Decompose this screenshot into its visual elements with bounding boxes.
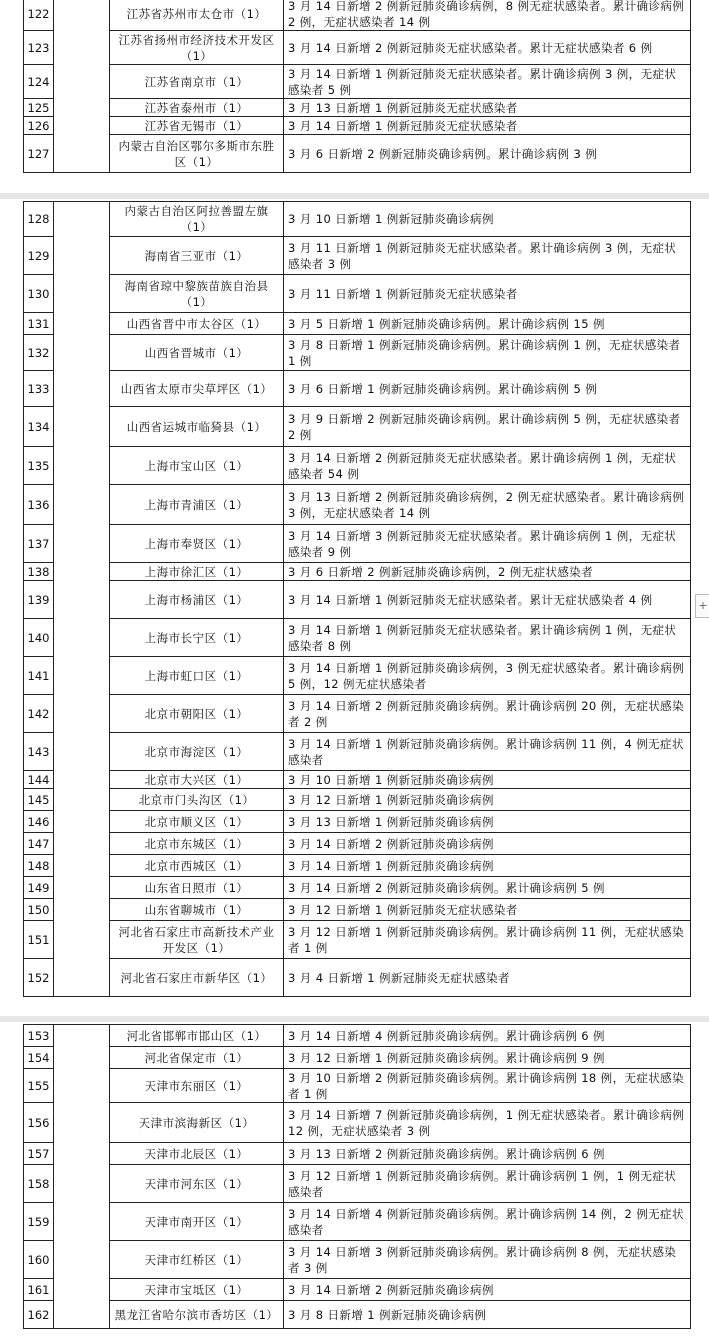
location-cell: 内蒙古自治区阿拉善盟左旗（1）: [110, 202, 284, 237]
location-cell: 山西省晋中市太谷区（1）: [110, 313, 284, 335]
location-cell: 上海市杨浦区（1）: [110, 581, 284, 619]
table-row: [24, 0, 691, 31]
table-row: [24, 771, 691, 789]
row-number: 146: [24, 811, 54, 833]
location-cell: 天津市河东区（1）: [110, 1165, 284, 1203]
table-row: [24, 899, 691, 921]
row-number: 143: [24, 733, 54, 771]
table-row: [24, 31, 691, 65]
location-cell: 北京市朝阳区（1）: [110, 695, 284, 733]
row-number: 128: [24, 202, 54, 237]
location-cell: 江苏省无锡市（1）: [110, 117, 284, 135]
table-row: [24, 1025, 691, 1047]
row-number: 159: [24, 1203, 54, 1241]
row-number: 149: [24, 877, 54, 899]
case-description-cell: 3 月 12 日新增 1 例新冠肺炎确诊病例。累计确诊病例 9 例: [284, 1047, 691, 1069]
location-cell: 北京市西城区（1）: [110, 855, 284, 877]
table-row: [24, 1047, 691, 1069]
table-row: [24, 1301, 691, 1329]
row-number: 153: [24, 1025, 54, 1047]
table-row: [24, 1241, 691, 1279]
location-cell: 江苏省南京市（1）: [110, 65, 284, 99]
table-row: [24, 1203, 691, 1241]
case-description-cell: 3 月 14 日新增 3 例新冠肺炎无症状感染者。累计确诊病例 1 例，无症状感染者 9 例: [284, 525, 691, 563]
page-break: [0, 1016, 709, 1022]
location-cell: 河北省邯郸市邯山区（1）: [110, 1025, 284, 1047]
table-row: [24, 371, 691, 407]
row-number: 147: [24, 833, 54, 855]
case-table-part-3: [23, 1024, 691, 1329]
row-number: 150: [24, 899, 54, 921]
location-cell: 山西省运城市临猗县（1）: [110, 407, 284, 447]
case-description-cell: 3 月 12 日新增 1 例新冠肺炎无症状感染者: [284, 899, 691, 921]
case-description-cell: 3 月 11 日新增 1 例新冠肺炎无症状感染者: [284, 275, 691, 313]
location-cell: 黑龙江省哈尔滨市香坊区（1）: [110, 1301, 284, 1329]
table-row: [24, 733, 691, 771]
row-number: 157: [24, 1143, 54, 1165]
location-cell: 北京市顺义区（1）: [110, 811, 284, 833]
case-description-cell: 3 月 14 日新增 1 例新冠肺炎无症状感染者。累计确诊病例 3 例，无症状感染者 5 例: [284, 65, 691, 99]
location-cell: 天津市宝坻区（1）: [110, 1279, 284, 1301]
location-cell: 上海市虹口区（1）: [110, 657, 284, 695]
case-description-cell: 3 月 14 日新增 2 例新冠肺炎确诊病例。累计确诊病例 20 例，无症状感染者 2 例: [284, 695, 691, 733]
case-description-cell: 3 月 14 日新增 2 例新冠肺炎确诊病例，8 例无症状感染者。累计确诊病例 2 例，无症状感染者 14 例: [284, 0, 691, 31]
table-segment-3: [0, 1024, 709, 1329]
row-number: 124: [24, 65, 54, 99]
merged-category-cell: [54, 0, 110, 173]
table-row: [24, 202, 691, 237]
location-cell: 北京市门头沟区（1）: [110, 789, 284, 811]
table-row: [24, 1103, 691, 1143]
table-row: [24, 581, 691, 619]
location-cell: 上海市宝山区（1）: [110, 447, 284, 485]
row-number: 142: [24, 695, 54, 733]
table-row: [24, 921, 691, 959]
case-description-cell: 3 月 14 日新增 4 例新冠肺炎确诊病例。累计确诊病例 6 例: [284, 1025, 691, 1047]
table-row: [24, 619, 691, 657]
table-row: [24, 657, 691, 695]
location-cell: 河北省保定市（1）: [110, 1047, 284, 1069]
row-number: 129: [24, 237, 54, 275]
location-cell: 江苏省扬州市经济技术开发区（1）: [110, 31, 284, 65]
row-number: 161: [24, 1279, 54, 1301]
table-row: [24, 833, 691, 855]
location-cell: 天津市东丽区（1）: [110, 1069, 284, 1103]
case-description-cell: 3 月 10 日新增 1 例新冠肺炎确诊病例: [284, 202, 691, 237]
table-row: [24, 695, 691, 733]
row-number: 144: [24, 771, 54, 789]
location-cell: 天津市红桥区（1）: [110, 1241, 284, 1279]
case-description-cell: 3 月 8 日新增 1 例新冠肺炎确诊病例: [284, 1301, 691, 1329]
row-number: 122: [24, 0, 54, 31]
case-description-cell: 3 月 14 日新增 2 例新冠肺炎确诊病例: [284, 833, 691, 855]
table-row: [24, 959, 691, 997]
location-cell: 北京市海淀区（1）: [110, 733, 284, 771]
row-number: 151: [24, 921, 54, 959]
location-cell: 山西省太原市尖草坪区（1）: [110, 371, 284, 407]
location-cell: 山东省日照市（1）: [110, 877, 284, 899]
case-description-cell: 3 月 10 日新增 2 例新冠肺炎确诊病例。累计确诊病例 18 例，无症状感染者 1 例: [284, 1069, 691, 1103]
case-description-cell: 3 月 4 日新增 1 例新冠肺炎无症状感染者: [284, 959, 691, 997]
location-cell: 天津市北辰区（1）: [110, 1143, 284, 1165]
table-row: [24, 485, 691, 525]
case-description-cell: 3 月 13 日新增 1 例新冠肺炎无症状感染者: [284, 99, 691, 117]
location-cell: 北京市大兴区（1）: [110, 771, 284, 789]
row-number: 140: [24, 619, 54, 657]
table-row: [24, 313, 691, 335]
row-number: 130: [24, 275, 54, 313]
table-segment-2: [0, 201, 709, 997]
row-number: 136: [24, 485, 54, 525]
row-number: 133: [24, 371, 54, 407]
table-row: [24, 1069, 691, 1103]
case-description-cell: 3 月 14 日新增 1 例新冠肺炎确诊病例: [284, 855, 691, 877]
case-description-cell: 3 月 13 日新增 1 例新冠肺炎确诊病例: [284, 811, 691, 833]
case-description-cell: 3 月 13 日新增 2 例新冠肺炎确诊病例，2 例无症状感染者。累计确诊病例 3 例，无症状感染者 14 例: [284, 485, 691, 525]
table-row: [24, 811, 691, 833]
case-description-cell: 3 月 10 日新增 1 例新冠肺炎确诊病例: [284, 771, 691, 789]
row-number: 160: [24, 1241, 54, 1279]
table-row: [24, 877, 691, 899]
case-description-cell: 3 月 14 日新增 2 例新冠肺炎无症状感染者。累计无症状感染者 6 例: [284, 31, 691, 65]
table-segment-1: [0, 0, 709, 173]
location-cell: 海南省琼中黎族苗族自治县（1）: [110, 275, 284, 313]
merged-category-cell: [54, 1025, 110, 1329]
location-cell: 山西省晋城市（1）: [110, 335, 284, 371]
case-description-cell: 3 月 8 日新增 1 例新冠肺炎确诊病例。累计确诊病例 1 例，无症状感染者 1 例: [284, 335, 691, 371]
location-cell: 河北省石家庄市新华区（1）: [110, 959, 284, 997]
location-cell: 江苏省苏州市太仓市（1）: [110, 0, 284, 31]
location-cell: 北京市东城区（1）: [110, 833, 284, 855]
merged-category-cell: [54, 202, 110, 997]
case-description-cell: 3 月 14 日新增 7 例新冠肺炎确诊病例，1 例无症状感染者。累计确诊病例 12 例，无症状感染者 3 例: [284, 1103, 691, 1143]
case-description-cell: 3 月 14 日新增 2 例新冠肺炎确诊病例。累计确诊病例 5 例: [284, 877, 691, 899]
case-description-cell: 3 月 14 日新增 1 例新冠肺炎无症状感染者。累计确诊病例 1 例，无症状感染者 8 例: [284, 619, 691, 657]
row-number: 141: [24, 657, 54, 695]
location-cell: 上海市奉贤区（1）: [110, 525, 284, 563]
table-row: [24, 855, 691, 877]
location-cell: 上海市徐汇区（1）: [110, 563, 284, 581]
case-description-cell: 3 月 5 日新增 1 例新冠肺炎确诊病例。累计确诊病例 15 例: [284, 313, 691, 335]
row-number: 148: [24, 855, 54, 877]
table-row: [24, 65, 691, 99]
location-cell: 内蒙古自治区鄂尔多斯市东胜区（1）: [110, 135, 284, 173]
case-description-cell: 3 月 6 日新增 1 例新冠肺炎确诊病例。累计确诊病例 5 例: [284, 371, 691, 407]
row-number: 145: [24, 789, 54, 811]
table-row: [24, 407, 691, 447]
table-row: [24, 563, 691, 581]
row-number: 162: [24, 1301, 54, 1329]
case-description-cell: 3 月 11 日新增 1 例新冠肺炎无症状感染者。累计确诊病例 3 例，无症状感染者 3 例: [284, 237, 691, 275]
case-description-cell: 3 月 14 日新增 3 例新冠肺炎确诊病例。累计确诊病例 8 例，无症状感染者 3 例: [284, 1241, 691, 1279]
table-row: [24, 335, 691, 371]
location-cell: 河北省石家庄市高新技术产业开发区（1）: [110, 921, 284, 959]
row-number: 134: [24, 407, 54, 447]
case-description-cell: 3 月 14 日新增 1 例新冠肺炎无症状感染者: [284, 117, 691, 135]
case-description-cell: 3 月 9 日新增 2 例新冠肺炎确诊病例。累计确诊病例 5 例，无症状感染者 2 例: [284, 407, 691, 447]
row-number: 137: [24, 525, 54, 563]
table-row: [24, 275, 691, 313]
page-break: [0, 193, 709, 199]
location-cell: 天津市南开区（1）: [110, 1203, 284, 1241]
case-description-cell: 3 月 6 日新增 2 例新冠肺炎确诊病例，2 例无症状感染者: [284, 563, 691, 581]
table-row: [24, 1165, 691, 1203]
case-description-cell: 3 月 12 日新增 1 例新冠肺炎确诊病例。累计确诊病例 11 例，无症状感染者 1 例: [284, 921, 691, 959]
row-number: 156: [24, 1103, 54, 1143]
table-row: [24, 1279, 691, 1301]
row-number: 158: [24, 1165, 54, 1203]
location-cell: 上海市长宁区（1）: [110, 619, 284, 657]
row-number: 131: [24, 313, 54, 335]
location-cell: 山东省聊城市（1）: [110, 899, 284, 921]
table-row: [24, 117, 691, 135]
row-number: 155: [24, 1069, 54, 1103]
table-row: [24, 447, 691, 485]
case-description-cell: 3 月 14 日新增 2 例新冠肺炎无症状感染者。累计确诊病例 1 例，无症状感染者 54 例: [284, 447, 691, 485]
case-description-cell: 3 月 13 日新增 2 例新冠肺炎确诊病例。累计确诊病例 6 例: [284, 1143, 691, 1165]
case-description-cell: 3 月 12 日新增 1 例新冠肺炎确诊病例: [284, 789, 691, 811]
table-row: [24, 1143, 691, 1165]
case-description-cell: 3 月 14 日新增 4 例新冠肺炎确诊病例。累计确诊病例 14 例，2 例无症状感染者: [284, 1203, 691, 1241]
case-description-cell: 3 月 14 日新增 1 例新冠肺炎无症状感染者。累计无症状感染者 4 例: [284, 581, 691, 619]
case-description-cell: 3 月 14 日新增 2 例新冠肺炎确诊病例: [284, 1279, 691, 1301]
location-cell: 海南省三亚市（1）: [110, 237, 284, 275]
row-number: 127: [24, 135, 54, 173]
case-description-cell: 3 月 14 日新增 1 例新冠肺炎确诊病例，3 例无症状感染者。累计确诊病例 5 例，12 例无症状感染者: [284, 657, 691, 695]
row-number: 138: [24, 563, 54, 581]
table-row: [24, 525, 691, 563]
table-row: [24, 237, 691, 275]
row-number: 125: [24, 99, 54, 117]
case-description-cell: 3 月 12 日新增 1 例新冠肺炎确诊病例。累计确诊病例 1 例，1 例无症状感染者: [284, 1165, 691, 1203]
case-description-cell: 3 月 14 日新增 1 例新冠肺炎确诊病例。累计确诊病例 11 例，4 例无症状感染者: [284, 733, 691, 771]
row-number: 123: [24, 31, 54, 65]
table-row: [24, 789, 691, 811]
row-number: 154: [24, 1047, 54, 1069]
row-number: 135: [24, 447, 54, 485]
location-cell: 上海市青浦区（1）: [110, 485, 284, 525]
case-table-part-1: [23, 0, 691, 173]
row-number: 132: [24, 335, 54, 371]
row-number: 126: [24, 117, 54, 135]
expand-tab[interactable]: +: [695, 594, 709, 618]
row-number: 152: [24, 959, 54, 997]
location-cell: 江苏省泰州市（1）: [110, 99, 284, 117]
table-row: [24, 99, 691, 117]
table-row: [24, 135, 691, 173]
location-cell: 天津市滨海新区（1）: [110, 1103, 284, 1143]
case-description-cell: 3 月 6 日新增 2 例新冠肺炎确诊病例。累计确诊病例 3 例: [284, 135, 691, 173]
row-number: 139: [24, 581, 54, 619]
case-table-part-2: [23, 201, 691, 997]
